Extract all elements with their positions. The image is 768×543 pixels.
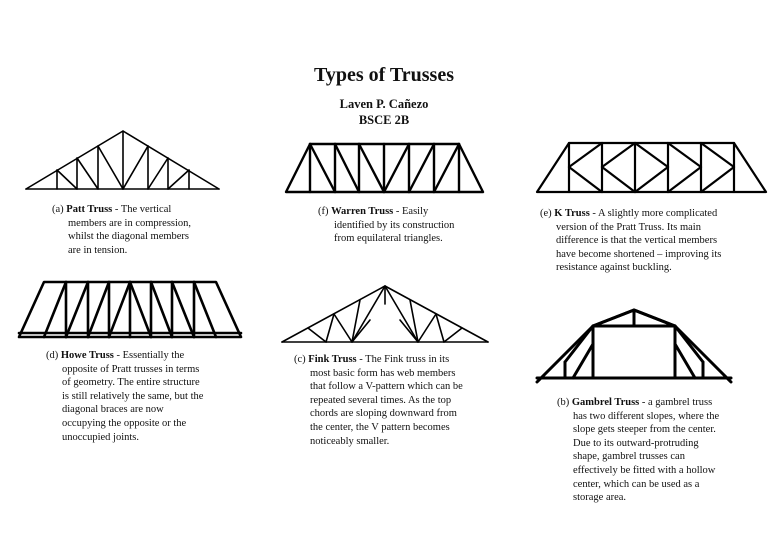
warren-truss-diagram — [282, 140, 487, 196]
course-label: BSCE 2B — [358, 113, 410, 127]
warren-truss-caption: (f) Warren Truss - Easily identified by its construction from equilateral triangles. — [318, 206, 455, 245]
k-truss-diagram — [533, 139, 768, 197]
gambrel-truss-diagram — [533, 304, 735, 386]
k-truss-caption: (e) K Truss - A slightly more complicated version of the Pratt Truss. Its main difference is that the vertical members have become shortened – improving its resistance against buckling. — [540, 208, 722, 274]
author-name: Laven P. Cañezo — [339, 97, 429, 111]
pratt-truss-caption: (a) Patt Truss - The vertical members are in compression, whilst the diagonal members are in tension. — [52, 204, 192, 256]
howe-truss-caption: (d) Howe Truss - Essentially the opposite of Pratt trusses in terms of geometry. The entire structure is still relatively the same, but the diagonal braces are now occupying the opposite or the unoccupied joints. — [46, 350, 204, 443]
fink-truss-diagram — [278, 282, 492, 348]
gambrel-truss-caption: (b) Gambrel Truss - a gambrel truss has two different slopes, where the slope gets steeper from the center. Due to its outward-protruding shape, gambrel trusses can effectively be fitted with a hollow center, which can be used as a storage area. — [557, 397, 720, 504]
howe-truss-diagram — [14, 277, 246, 343]
page-title: Types of Trusses — [313, 64, 455, 86]
pratt-truss-diagram — [20, 125, 225, 197]
fink-truss-caption: (c) Fink Truss - The Fink truss in its most basic form has web members that follow a V-pattern which can be repeated several times. As the top chords are sloping downward from the center, the V pattern becomes noticeably smaller. — [294, 354, 463, 447]
